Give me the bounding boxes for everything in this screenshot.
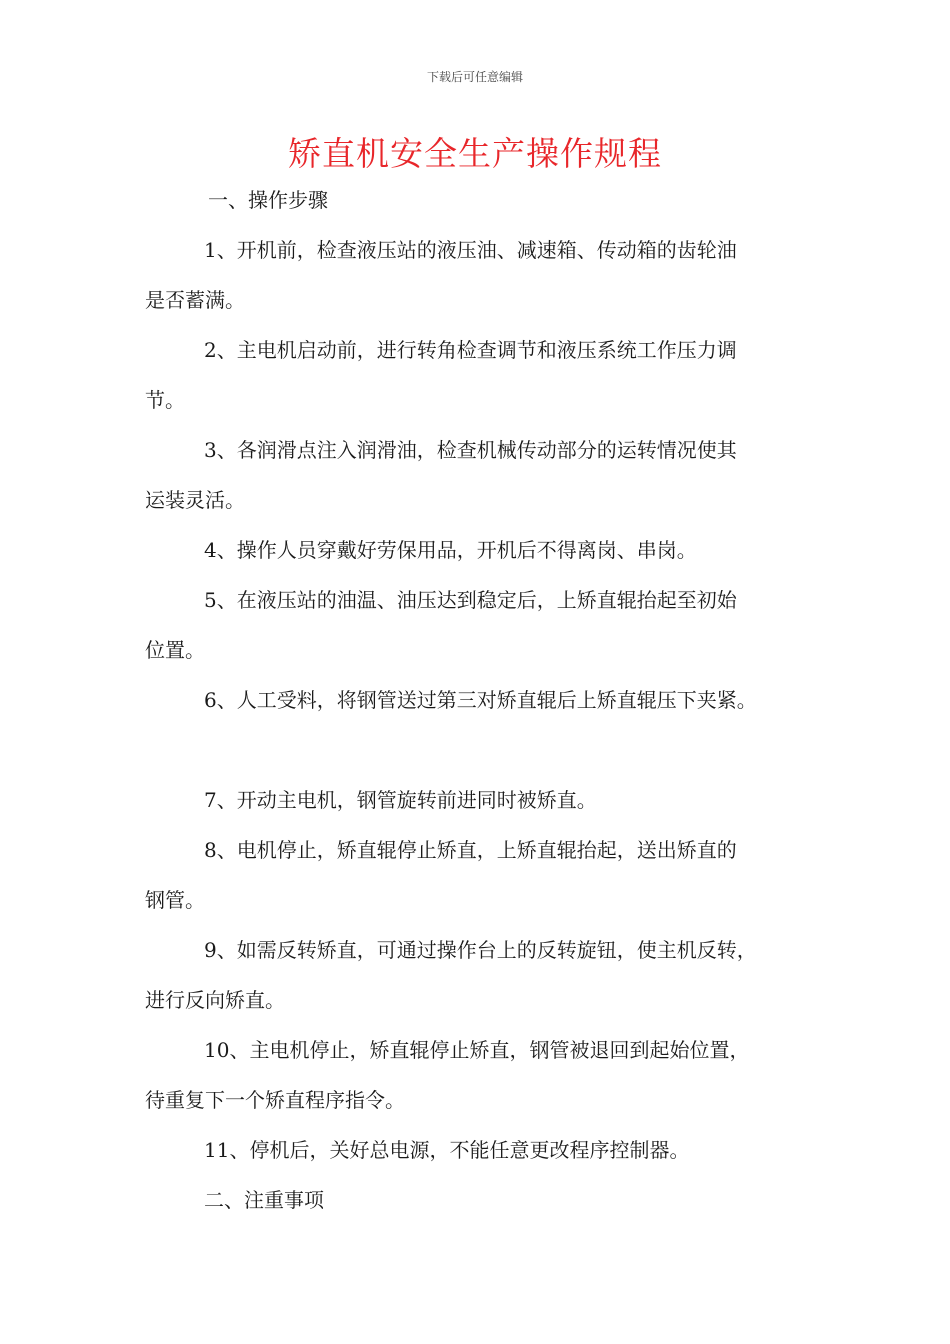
paragraph-5-line-2: 位置。 — [145, 638, 205, 662]
paragraph-8-line-2: 钢管。 — [145, 888, 205, 912]
paragraph-1-line-1: 1、开机前，检查液压站的液压油、减速箱、传动箱的齿轮油 — [204, 238, 737, 262]
page-header: 下载后可任意编辑 — [426, 70, 523, 84]
paragraph-1-line-2: 是否蓄满。 — [145, 288, 245, 312]
paragraph-2-line-1: 2、主电机启动前，进行转角检查调节和液压系统工作压力调 — [204, 338, 737, 362]
paragraph-4: 4、操作人员穿戴好劳保用品，开机后不得离岗、串岗。 — [204, 538, 697, 562]
section-heading-2: 二、注重事项 — [204, 1188, 324, 1212]
document-title: 矫直机安全生产操作规程 — [288, 134, 662, 173]
paragraph-11: 11、停机后，关好总电源，不能任意更改程序控制器。 — [204, 1138, 690, 1162]
paragraph-10-line-1: 10、主电机停止，矫直辊停止矫直，钢管被退回到起始位置， — [204, 1038, 750, 1062]
paragraph-10-line-2: 待重复下一个矫直程序指令。 — [145, 1088, 405, 1112]
paragraph-3-line-1: 3、各润滑点注入润滑油，检查机械传动部分的运转情况使其 — [204, 438, 737, 462]
paragraph-8-line-1: 8、电机停止，矫直辊停止矫直，上矫直辊抬起，送出矫直的 — [204, 838, 737, 862]
section-heading-1: 一、操作步骤 — [208, 188, 328, 212]
paragraph-3-line-2: 运装灵活。 — [145, 488, 245, 512]
paragraph-6: 6、人工受料，将钢管送过第三对矫直辊后上矫直辊压下夹紧。 — [204, 688, 757, 712]
paragraph-5-line-1: 5、在液压站的油温、油压达到稳定后，上矫直辊抬起至初始 — [204, 588, 737, 612]
paragraph-2-line-2: 节。 — [145, 388, 185, 412]
paragraph-9-line-1: 9、如需反转矫直，可通过操作台上的反转旋钮，使主机反转， — [204, 938, 757, 962]
paragraph-7: 7、开动主电机，钢管旋转前进同时被矫直。 — [204, 788, 597, 812]
paragraph-9-line-2: 进行反向矫直。 — [145, 988, 285, 1012]
